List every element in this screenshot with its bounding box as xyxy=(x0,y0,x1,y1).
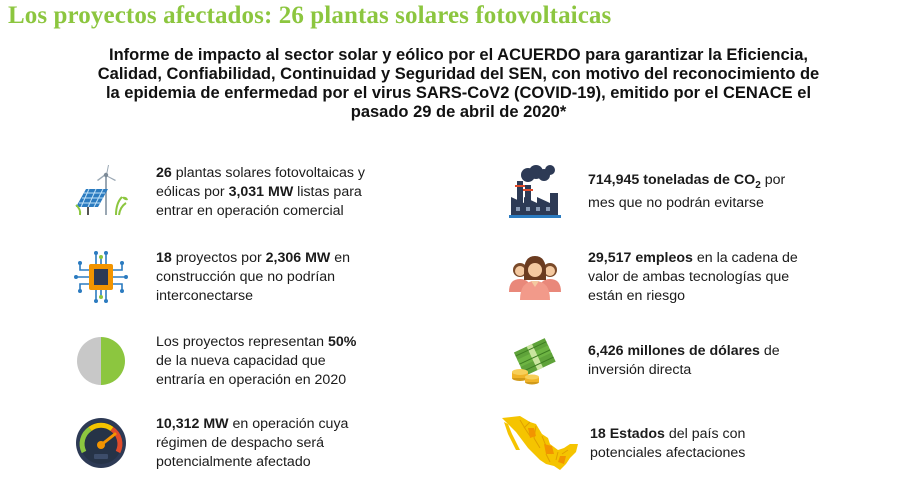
text-run: por xyxy=(760,171,786,188)
text-line xyxy=(156,453,348,472)
text-line xyxy=(156,202,365,221)
stat-text xyxy=(588,249,798,306)
stat-item-states xyxy=(500,414,745,474)
text-line xyxy=(156,268,350,287)
text-line xyxy=(156,415,348,434)
text-run: 18 xyxy=(156,249,172,266)
text-run: 18 Estados xyxy=(590,426,665,442)
text-run: de xyxy=(759,343,780,359)
stat-item-investment xyxy=(506,332,780,390)
text-run: 2,306 MW xyxy=(265,249,331,266)
subtitle-line: Informe de impacto al sector solar y eólico por el ACUERDO para garantizar la Eficiencia, xyxy=(108,46,809,64)
text-line xyxy=(156,164,365,183)
text-run: están en riesgo xyxy=(588,287,686,304)
text-run: valor de ambas tecnologías que xyxy=(588,268,790,285)
text-line xyxy=(588,287,798,306)
text-run: en xyxy=(330,249,351,266)
text-line xyxy=(156,371,356,390)
text-run: construcción que no podrían xyxy=(156,268,336,285)
text-line xyxy=(588,194,785,213)
headline: Los proyectos afectados: 26 plantas solares fotovoltaicas xyxy=(8,2,612,29)
subtitle-line: la epidemia de enfermedad por el virus SARS-CoV2 (COVID-19), emitido por el CENACE el xyxy=(105,84,812,102)
stat-item-new-capacity xyxy=(72,332,356,390)
stat-text xyxy=(156,333,356,390)
text-run: 10,312 MW xyxy=(156,415,229,432)
text-line xyxy=(588,361,780,380)
text-run: en operación cuya xyxy=(228,415,349,432)
text-line xyxy=(156,434,348,453)
text-line xyxy=(588,171,785,195)
stat-item-co2 xyxy=(506,163,785,221)
subtitle xyxy=(10,46,907,122)
speedometer-icon xyxy=(72,414,130,472)
text-run: mes que no podrán evitarse xyxy=(588,195,764,212)
stat-item-projects-construction xyxy=(72,248,350,306)
stat-item-solar-plants xyxy=(72,163,365,221)
text-run: del país con xyxy=(664,426,746,442)
stat-item-operation-dispatch xyxy=(72,414,348,472)
text-run: potencialmente afectado xyxy=(156,453,311,470)
text-run: 714,945 toneladas de CO xyxy=(588,171,756,188)
text-run: régimen de despacho será xyxy=(156,434,324,451)
stat-text xyxy=(588,342,780,380)
subtitle-line: pasado 29 de abril de 2020* xyxy=(350,103,567,121)
text-run: proyectos por xyxy=(171,249,266,266)
subtitle-line: Calidad, Confiabilidad, Continuidad y Seguridad del SEN, con motivo del reconocimiento de xyxy=(97,65,820,83)
text-run: entrar en operación comercial xyxy=(156,202,344,219)
text-run: 50% xyxy=(327,333,357,350)
text-run: potenciales afectaciones xyxy=(590,445,746,461)
text-line xyxy=(588,268,798,287)
text-run: entraría en operación en 2020 xyxy=(156,371,347,388)
stat-item-jobs xyxy=(506,248,798,306)
text-line xyxy=(588,342,780,361)
text-run: en la cadena de xyxy=(692,249,798,266)
text-line xyxy=(590,425,745,444)
factory-smoke-icon xyxy=(506,163,564,221)
mexico-map-icon xyxy=(500,414,582,474)
stat-text xyxy=(156,249,350,306)
text-run: 29,517 empleos xyxy=(588,249,693,266)
text-run: eólicas por xyxy=(156,183,229,200)
text-run: 26 xyxy=(156,164,172,181)
text-line xyxy=(156,249,350,268)
text-line xyxy=(156,352,356,371)
circuit-chip-icon xyxy=(72,248,130,306)
text-run: Los proyectos representan xyxy=(156,333,328,350)
stat-text xyxy=(156,164,365,221)
money-stack-icon xyxy=(506,332,564,390)
text-run: 2 xyxy=(755,179,761,191)
text-line xyxy=(590,444,745,463)
text-run: listas para xyxy=(293,183,362,200)
stat-text xyxy=(590,425,745,463)
text-run: inversión directa xyxy=(588,362,692,378)
text-run: plantas solares fotovoltaicas y xyxy=(171,164,365,181)
people-group-icon xyxy=(506,248,564,306)
text-run: de la nueva capacidad que xyxy=(156,352,326,369)
text-run: interconectarse xyxy=(156,287,253,304)
stat-text xyxy=(156,415,348,472)
solar-wind-icon xyxy=(72,163,130,221)
text-line xyxy=(588,249,798,268)
stat-text xyxy=(588,171,785,214)
text-line xyxy=(156,287,350,306)
text-line xyxy=(156,183,365,202)
half-pie-icon xyxy=(72,332,130,390)
text-line xyxy=(156,333,356,352)
text-run: 6,426 millones de dólares xyxy=(588,343,760,359)
text-run: 3,031 MW xyxy=(228,183,294,200)
